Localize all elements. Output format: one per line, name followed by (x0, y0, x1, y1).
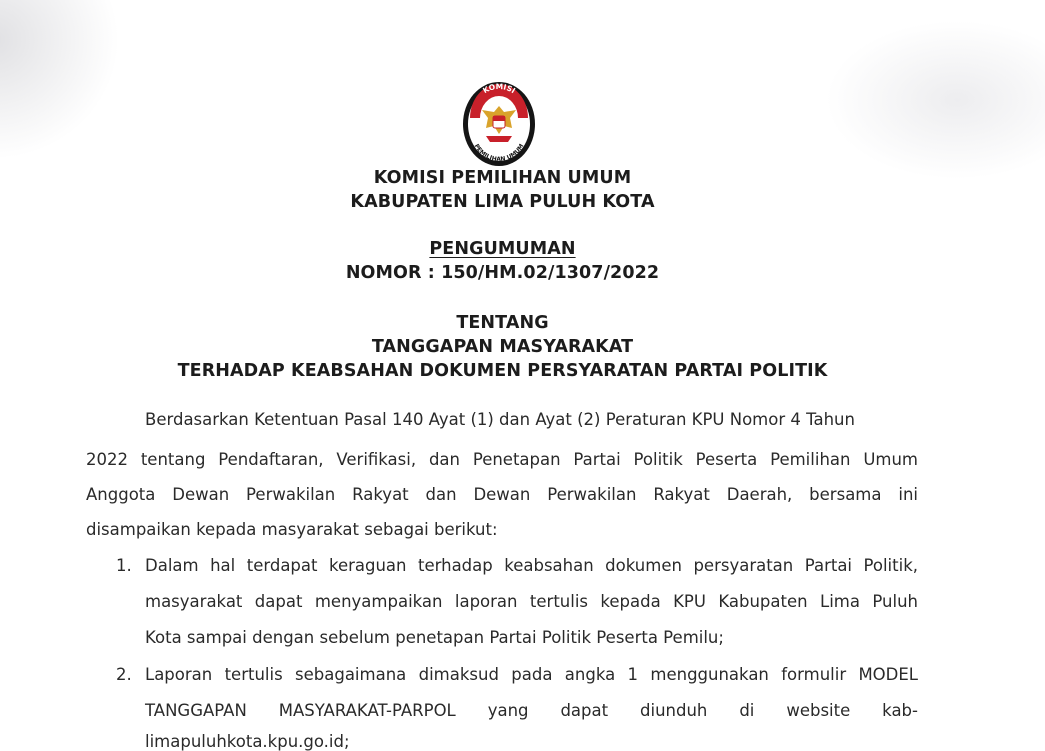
subject-line2: TANGGAPAN MASYARAKAT (371, 337, 634, 357)
item-2-line-2: TANGGAPAN MASYARAKAT-PARPOL yang dapat diunduh di website kab- (145, 701, 918, 720)
item-2-number: 2. (116, 665, 132, 684)
intro-line-3: Anggota Dewan Perwakilan Rakyat dan Dewan Perwakilan Rakyat Daerah, bersama ini (86, 485, 918, 504)
item-1-line-2: masyarakat dapat menyampaikan laporan tertulis kepada KPU Kabupaten Lima Puluh (145, 592, 918, 611)
logo-text-bottom: PEMILIHAN UMUM (472, 142, 526, 164)
intro-line-1: Berdasarkan Ketentuan Pasal 140 Ayat (1) dan Ayat (2) Peraturan KPU Nomor 4 Tahun (145, 410, 855, 429)
item-2-line-3-clipped (145, 732, 350, 751)
announcement-label (0, 239, 1005, 259)
item-2-line-1: Laporan tertulis sebagaimana dimaksud pada angka 1 menggunakan formulir MODEL (145, 665, 918, 684)
scan-shadow-top-right (825, 20, 1045, 180)
item-1-line-1: Dalam hal terdapat keraguan terhadap keabsahan dokumen persyaratan Partai Politik, (145, 556, 918, 575)
subject-line1: TENTANG (456, 313, 549, 333)
org-name-line1: KOMISI PEMILIHAN UMUM (373, 168, 632, 188)
subject-line3: TERHADAP KEABSAHAN DOKUMEN PERSYARATAN PARTAI POLITIK (177, 361, 828, 381)
kpu-logo (460, 80, 538, 168)
intro-line-2: 2022 tentang Pendaftaran, Verifikasi, dan Penetapan Partai Politik Peserta Pemilihan Umum (86, 450, 918, 469)
org-name-line2: KABUPATEN LIMA PULUH KOTA (350, 192, 655, 212)
announcement-label-text: PENGUMUMAN (429, 239, 576, 259)
item-2-line-3: limapuluhkota.kpu.go.id; (145, 732, 350, 751)
announcement-number: NOMOR : 150/HM.02/1307/2022 (345, 263, 660, 283)
scan-shadow-top-left (0, 0, 120, 160)
logo-text-top: KOMISI (481, 81, 517, 96)
intro-line-4: disampaikan kepada masyarakat sebagai berikut: (86, 520, 498, 539)
item-1-number: 1. (116, 556, 132, 575)
item-1-line-3: Kota sampai dengan sebelum penetapan Partai Politik Peserta Pemilu; (145, 628, 724, 647)
